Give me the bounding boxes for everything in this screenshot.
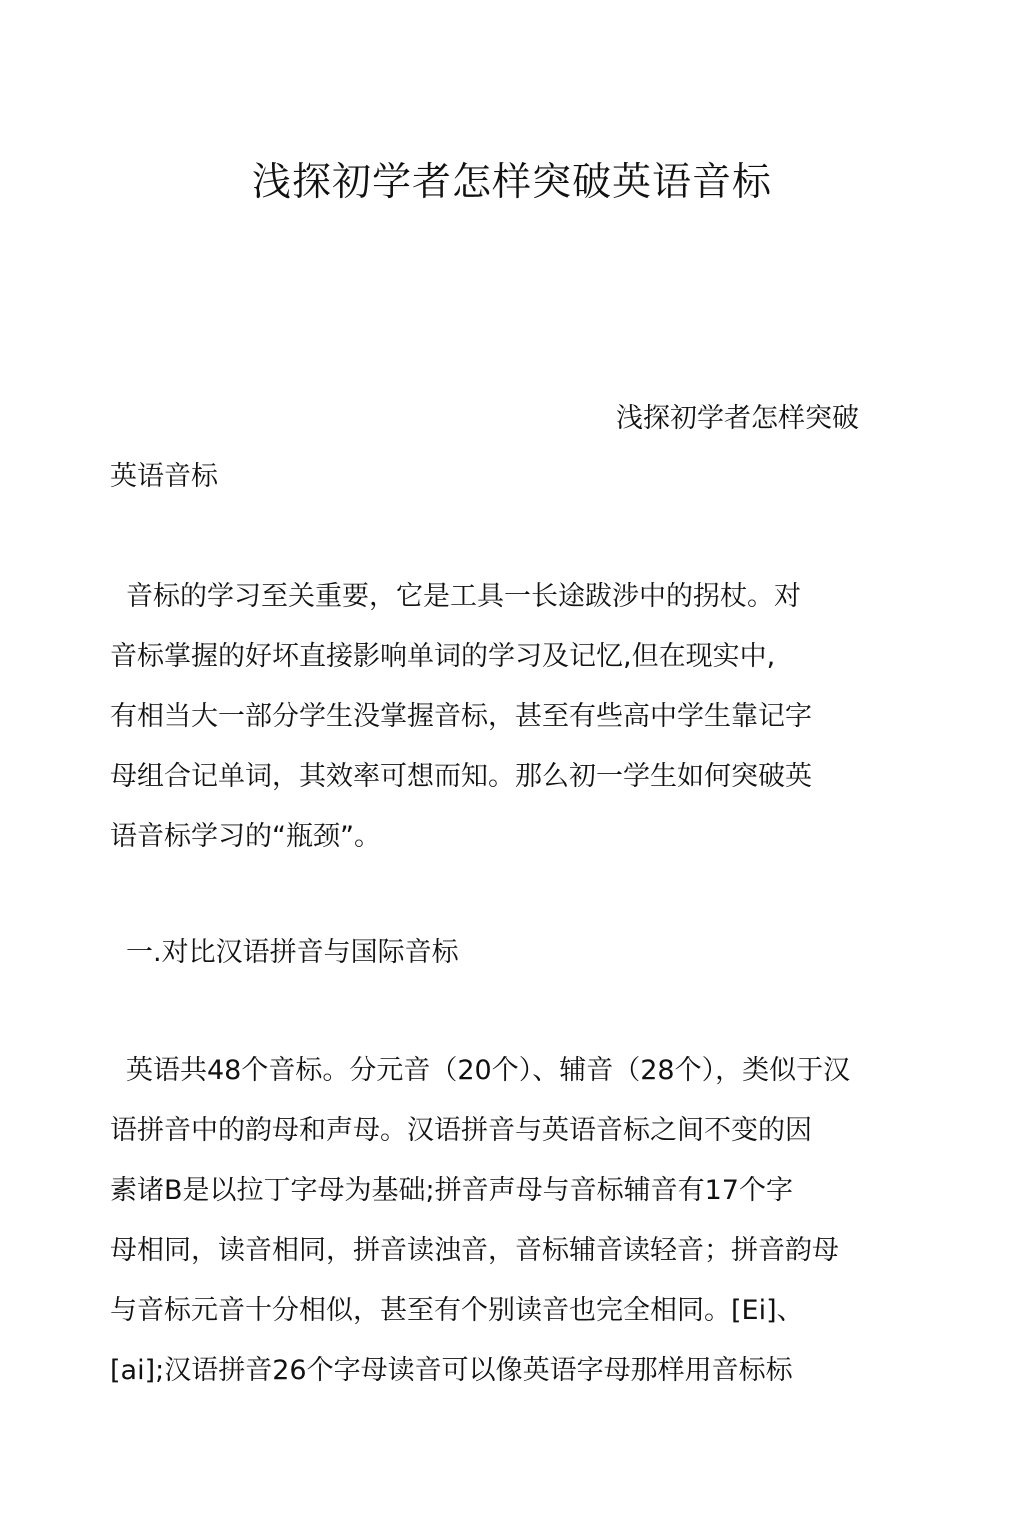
section-1-heading: 一.对比汉语拼音与国际音标 bbox=[126, 937, 459, 968]
subtitle-line-2: 英语音标 bbox=[110, 461, 218, 492]
paragraph-2-line-6: [ai];汉语拼音26个字母读音可以像英语字母那样用音标标 bbox=[110, 1355, 793, 1386]
paragraph-2-line-1: 英语共48个音标。分元音（20个）、辅音（28个），类似于汉 bbox=[126, 1055, 851, 1086]
paragraph-2-line-4: 母相同，读音相同，拼音读浊音，音标辅音读轻音；拼音韵母 bbox=[110, 1235, 839, 1266]
subtitle-line-1: 浅探初学者怎样突破 bbox=[616, 403, 859, 434]
paragraph-2-line-2: 语拼音中的韵母和声母。汉语拼音与英语音标之间不变的因 bbox=[110, 1115, 812, 1146]
paragraph-1-line-1: 音标的学习至关重要，它是工具一长途跋涉中的拐杖。对 bbox=[126, 581, 801, 612]
paragraph-2-line-5: 与音标元音十分相似，甚至有个别读音也完全相同。[Ei]、 bbox=[110, 1295, 804, 1326]
paragraph-1-line-5: 语音标学习的“瓶颈”。 bbox=[110, 821, 381, 852]
document-title: 浅探初学者怎样突破英语音标 bbox=[251, 160, 772, 205]
paragraph-1-line-2: 音标掌握的好坏直接影响单词的学习及记忆,但在现实中, bbox=[110, 641, 776, 672]
paragraph-1-line-3: 有相当大一部分学生没掌握音标，甚至有些高中学生靠记字 bbox=[110, 701, 812, 732]
paragraph-2-line-3: 素诸B是以拉丁字母为基础;拼音声母与音标辅音有17个字 bbox=[110, 1175, 793, 1206]
paragraph-1-line-4: 母组合记单词，其效率可想而知。那么初一学生如何突破英 bbox=[110, 761, 812, 792]
